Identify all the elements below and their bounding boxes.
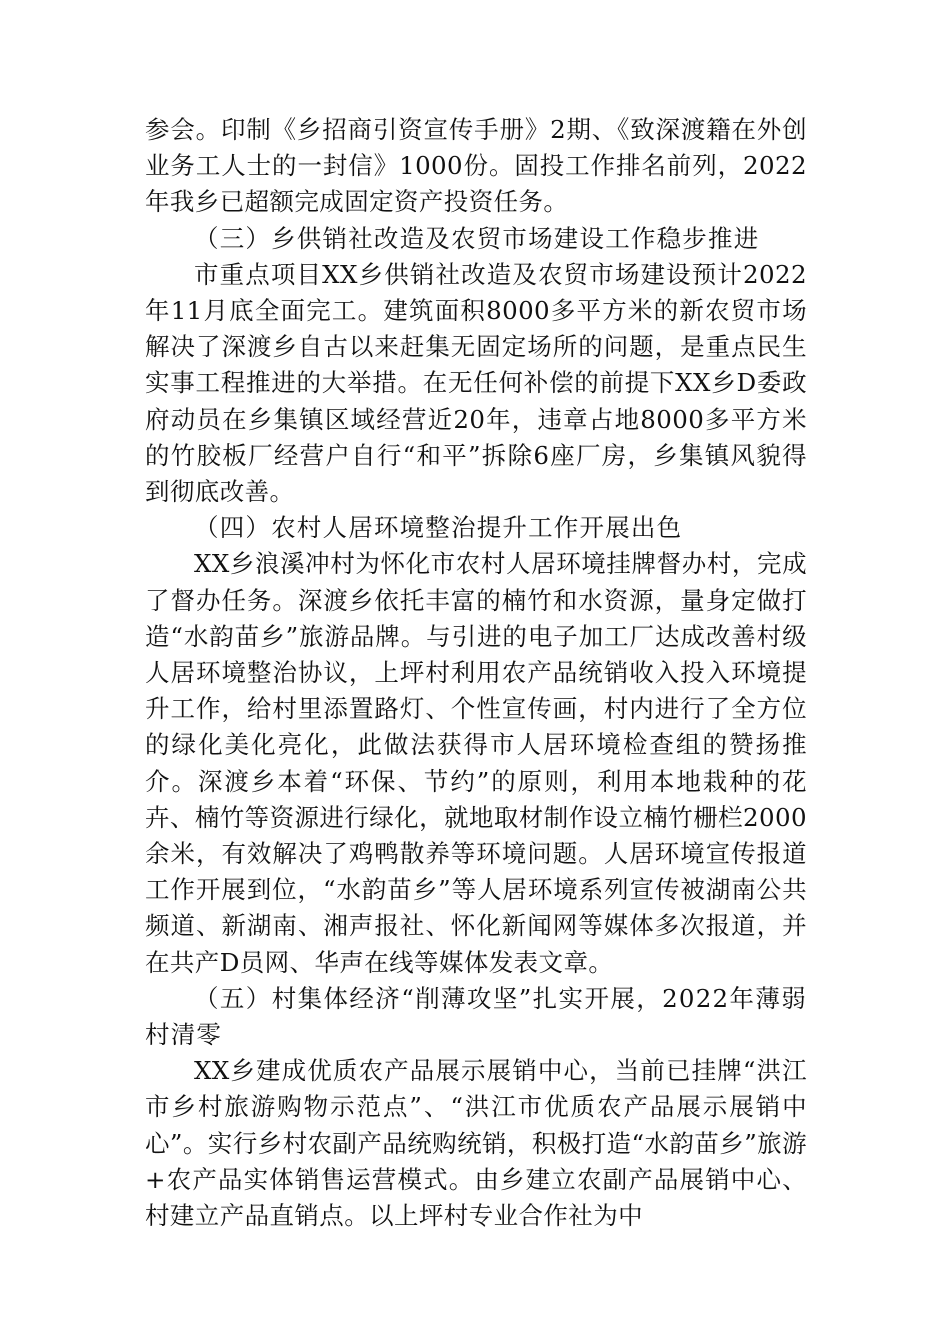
document-body [145, 112, 807, 1234]
paragraph-market-construction: 市重点项目XX乡供销社改造及农贸市场建设预计2022年11月底全面完工。建筑面积8000多平方米的新农贸市场解决了深渡乡自古以来赶集无固定场所的问题，是重点民生实事工程推进的大举措。在无任何补偿的前提下XX乡D委政府动员在乡集镇区域经营近20年，违章占地8000多平方米的竹胶板厂经营户自行“和平”拆除6座厂房，乡集镇风貌得到彻底改善。 [145, 259, 807, 507]
section-heading-3: （三）乡供销社改造及农贸市场建设工作稳步推进 [194, 223, 760, 253]
section-heading-4: （四）农村人居环境整治提升工作开展出色 [194, 513, 683, 543]
paragraph-living-environment: XX乡浪溪冲村为怀化市农村人居环境挂牌督办村，完成了督办任务。深渡乡依托丰富的楠竹和水资源，量身定做打造“水韵苗乡”旅游品牌。与引进的电子加工厂达成改善村级人居环境整治协议，上坪村利用农产品统销收入投入环境提升工作，给村里添置路灯、个性宣传画，村内进行了全方位的绿化美化亮化，此做法获得市人居环境检查组的赞扬推介。深渡乡本着“环保、节约”的原则，利用本地栽种的花卉、楠竹等资源进行绿化，就地取材制作设立楠竹栅栏2000余米，有效解决了鸡鸭散养等环境问题。人居环境宣传报道工作开展到位，“水韵苗乡”等人居环境系列宣传被湖南公共频道、新湖南、湘声报社、怀化新闻网等媒体多次报道，并在共产D员网、华声在线等媒体发表文章。 [145, 549, 807, 977]
paragraph-collective-economy: XX乡建成优质农产品展示展销中心，当前已挂牌“洪江市乡村旅游购物示范点”、“洪江市优质农产品展示展销中心”。实行乡村农副产品统购统销，积极打造“水韵苗乡”旅游+农产品实体销售运营模式。由乡建立农副产品展销中心、村建立产品直销点。以上坪村专业合作社为中 [145, 1056, 807, 1231]
section-heading-5: （五）村集体经济“削薄攻坚”扎实开展，2022年薄弱村清零 [145, 983, 807, 1050]
paragraph-continued: 参会。印制《乡招商引资宣传手册》2期、《致深渡籍在外创业务工人士的一封信》1000份。固投工作排名前列，2022年我乡已超额完成固定资产投资任务。 [145, 115, 807, 217]
